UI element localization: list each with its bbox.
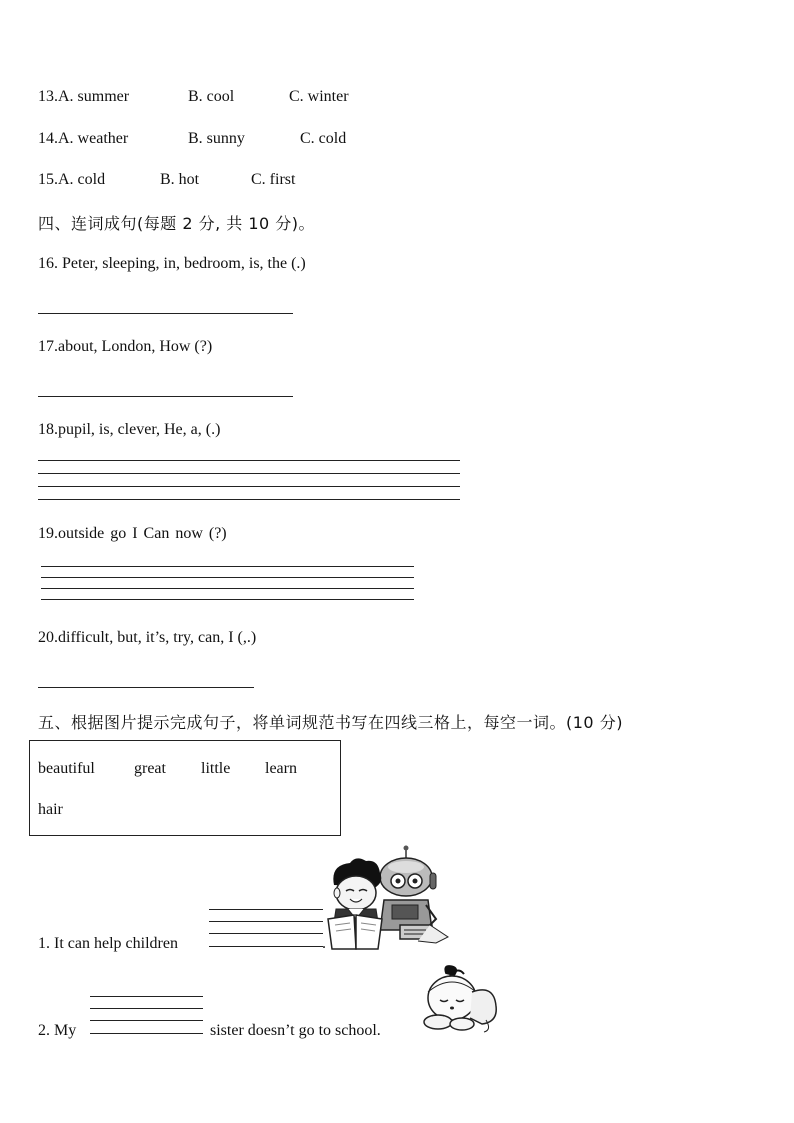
sentence2-end: sister doesn’t go to school.	[210, 1022, 381, 1039]
sentence1-end: .	[322, 935, 326, 952]
q15-option-c: C. first	[251, 171, 296, 188]
word-bank-item: hair	[38, 801, 63, 818]
q13-option-c: C. winter	[289, 88, 349, 105]
q13-option-b: B. cool	[188, 88, 235, 105]
q18-prompt: 18.pupil, is, clever, He, a, (.)	[38, 421, 221, 438]
sentence2-start: 2. My	[38, 1022, 77, 1039]
sleeping-baby-illustration	[416, 962, 500, 1036]
word-bank-box	[29, 740, 341, 836]
q17-answer-line[interactable]	[38, 396, 293, 397]
q15-option-b: B. hot	[160, 171, 200, 188]
q14-option-a: 14.A. weather	[38, 130, 129, 147]
boy-and-robot-reading-illustration	[326, 845, 450, 950]
q20-answer-line[interactable]	[38, 687, 254, 688]
q16-prompt: 16. Peter, sleeping, in, bedroom, is, the (.)	[38, 255, 306, 272]
q16-answer-line[interactable]	[38, 313, 293, 314]
q17-prompt: 17.about, London, How (?)	[38, 338, 213, 355]
q14-option-b: B. sunny	[188, 130, 245, 147]
section5-heading: 五、根据图片提示完成句子，将单词规范书写在四线三格上，每空一词。(10 分)	[38, 713, 623, 732]
sentence1-start: 1. It can help children	[38, 935, 178, 952]
q14-option-c: C. cold	[300, 130, 347, 147]
word-bank-item: beautiful	[38, 760, 95, 777]
word-bank-item: little	[201, 760, 231, 777]
q20-prompt: 20.difficult, but, it’s, try, can, I (,.)	[38, 629, 257, 646]
word-bank-item: learn	[265, 760, 297, 777]
q19-prompt: 19.outside go I Can now (?)	[38, 525, 227, 542]
q15-option-a: 15.A. cold	[38, 171, 106, 188]
word-bank-item: great	[134, 760, 166, 777]
section4-heading: 四、连词成句(每题 2 分, 共 10 分)。	[38, 214, 316, 233]
q13-option-a: 13.A. summer	[38, 88, 130, 105]
